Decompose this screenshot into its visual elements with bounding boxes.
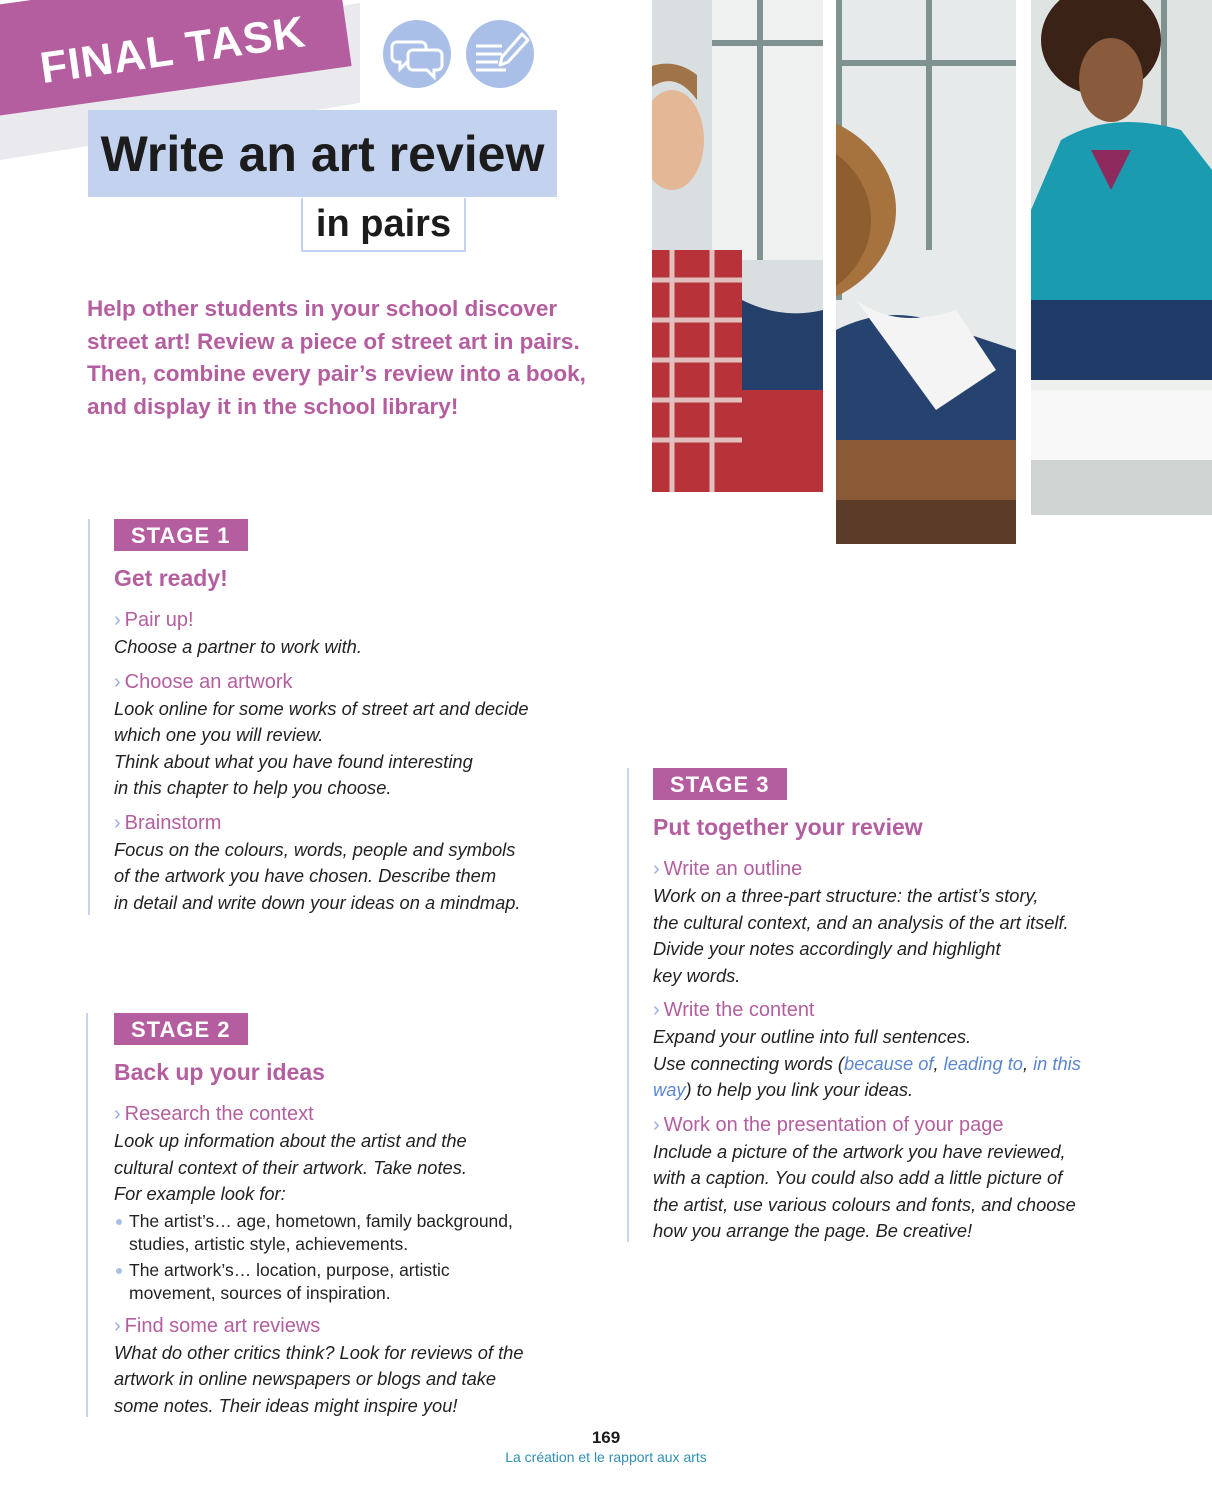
step-title: Work on the presentation of your page bbox=[663, 1113, 1004, 1136]
separator: , bbox=[933, 1052, 944, 1074]
photo-strip-left bbox=[652, 0, 823, 492]
stage-1-heading: Get ready! bbox=[114, 565, 228, 591]
title-box bbox=[88, 110, 557, 197]
example-connector: way bbox=[653, 1079, 686, 1100]
body-line: Work on a three-part structure: the artist’s story, bbox=[653, 885, 1039, 906]
step-body: Choose a partner to work with. bbox=[114, 636, 362, 657]
body-line: Look up information about the artist and the bbox=[114, 1130, 467, 1151]
chevron-right-icon: › bbox=[653, 1113, 660, 1136]
list-item bbox=[114, 1210, 576, 1256]
body-line: how you arrange the page. Be creative! bbox=[653, 1220, 973, 1241]
stage-2-heading: Back up your ideas bbox=[114, 1059, 325, 1085]
subtitle-box bbox=[301, 198, 466, 252]
body-line: Focus on the colours, words, people and symbols bbox=[114, 838, 516, 860]
page-number: 169 bbox=[591, 1428, 621, 1447]
body-line: of the artwork you have chosen. Describe them bbox=[114, 865, 497, 886]
photo-strip-right bbox=[1031, 0, 1212, 515]
separator: , bbox=[1022, 1052, 1034, 1074]
bullet-line: movement, sources of inspiration. bbox=[129, 1282, 391, 1303]
page-title: Write an art review bbox=[100, 125, 545, 182]
body-line: Think about what you have found interesting bbox=[114, 750, 473, 772]
step-title: Research the context bbox=[124, 1103, 314, 1125]
writing-icon bbox=[466, 20, 534, 88]
chevron-right-icon: › bbox=[114, 670, 121, 693]
body-line: in this chapter to help you choose. bbox=[114, 777, 392, 798]
body-line: which one you will review. bbox=[114, 724, 324, 745]
step-body bbox=[114, 837, 578, 917]
bullet-line: studies, artistic style, achievements. bbox=[129, 1233, 409, 1254]
body-line: Expand your outline into full sentences. bbox=[653, 1026, 972, 1047]
bullet-line: The artist’s… age, hometown, family background, bbox=[129, 1210, 513, 1231]
final-task-label: FINAL TASK bbox=[37, 7, 309, 94]
page-subtitle: in pairs bbox=[315, 202, 452, 245]
step-body bbox=[653, 883, 1107, 989]
body-line: Look online for some works of street art and decide bbox=[114, 697, 529, 719]
example-connector: leading to bbox=[943, 1052, 1023, 1074]
bullet-line: The artwork’s… location, purpose, artistic bbox=[129, 1259, 450, 1280]
stage-3-panel bbox=[627, 768, 1107, 1242]
intro-text: Help other students in your school discover street art! Review a piece of street art in pairs. Then, combine every pair’s review into a book, and display it in the school library! bbox=[87, 296, 586, 419]
step-brainstorm bbox=[114, 810, 578, 917]
stage-2-panel bbox=[86, 1013, 576, 1417]
body-line: For example look for: bbox=[114, 1183, 286, 1204]
body-line: Divide your notes accordingly and highlight bbox=[653, 938, 1001, 959]
body-line bbox=[653, 1051, 1107, 1078]
bullet-list bbox=[114, 1210, 576, 1305]
step-write-content bbox=[653, 997, 1107, 1104]
step-body bbox=[114, 696, 578, 802]
body-line: in detail and write down your ideas on a mindmap. bbox=[114, 891, 521, 913]
step-choose-artwork bbox=[114, 669, 578, 802]
body-text: Use connecting words ( bbox=[653, 1052, 845, 1074]
speech-bubbles-icon bbox=[383, 20, 451, 88]
chevron-right-icon: › bbox=[114, 811, 121, 834]
step-title: Write an outline bbox=[663, 858, 803, 880]
body-line: with a caption. You could also add a little picture of bbox=[653, 1167, 1063, 1188]
step-write-outline bbox=[653, 856, 1107, 989]
step-body bbox=[653, 1139, 1107, 1245]
step-body bbox=[114, 1340, 576, 1420]
step-pair-up bbox=[114, 607, 578, 661]
chevron-right-icon: › bbox=[114, 1103, 121, 1125]
list-item bbox=[114, 1259, 576, 1305]
step-body bbox=[653, 1024, 1107, 1104]
body-line: cultural context of their artwork. Take notes. bbox=[114, 1156, 467, 1178]
body-line: some notes. Their ideas might inspire you! bbox=[114, 1394, 458, 1416]
photo-strip-middle bbox=[836, 0, 1016, 544]
step-title: Brainstorm bbox=[124, 811, 222, 834]
stage-1-panel bbox=[88, 519, 578, 915]
step-title: Write the content bbox=[663, 999, 815, 1021]
example-connector: in this bbox=[1033, 1052, 1081, 1074]
chevron-right-icon: › bbox=[653, 999, 660, 1021]
step-title: Pair up! bbox=[124, 609, 194, 631]
step-research-context bbox=[114, 1101, 576, 1305]
body-line: the cultural context, and an analysis of the art itself. bbox=[653, 911, 1069, 933]
step-body bbox=[114, 1128, 576, 1208]
body-text: ) to help you link your ideas. bbox=[685, 1079, 914, 1100]
step-find-reviews bbox=[114, 1313, 576, 1420]
chapter-title: La création et le rapport aux arts bbox=[505, 1449, 707, 1465]
body-line: Include a picture of the artwork you have reviewed, bbox=[653, 1140, 1066, 1162]
step-title: Find some art reviews bbox=[124, 1314, 321, 1337]
body-line bbox=[653, 1077, 1107, 1104]
chevron-right-icon: › bbox=[114, 609, 121, 631]
body-line: What do other critics think? Look for reviews of the bbox=[114, 1341, 524, 1363]
example-connector: because of bbox=[844, 1052, 934, 1074]
body-line: key words. bbox=[653, 964, 741, 986]
body-line: the artist, use various colours and fonts, and choose bbox=[653, 1193, 1076, 1215]
stage-2-badge: STAGE 2 bbox=[114, 1013, 248, 1045]
body-line: artwork in online newspapers or blogs and take bbox=[114, 1368, 497, 1389]
step-title: Choose an artwork bbox=[124, 670, 293, 693]
step-presentation bbox=[653, 1112, 1107, 1245]
stage-3-heading: Put together your review bbox=[653, 814, 923, 840]
stage-1-badge: STAGE 1 bbox=[114, 519, 248, 551]
chevron-right-icon: › bbox=[114, 1314, 121, 1337]
stage-3-badge: STAGE 3 bbox=[653, 768, 787, 800]
chevron-right-icon: › bbox=[653, 858, 660, 880]
